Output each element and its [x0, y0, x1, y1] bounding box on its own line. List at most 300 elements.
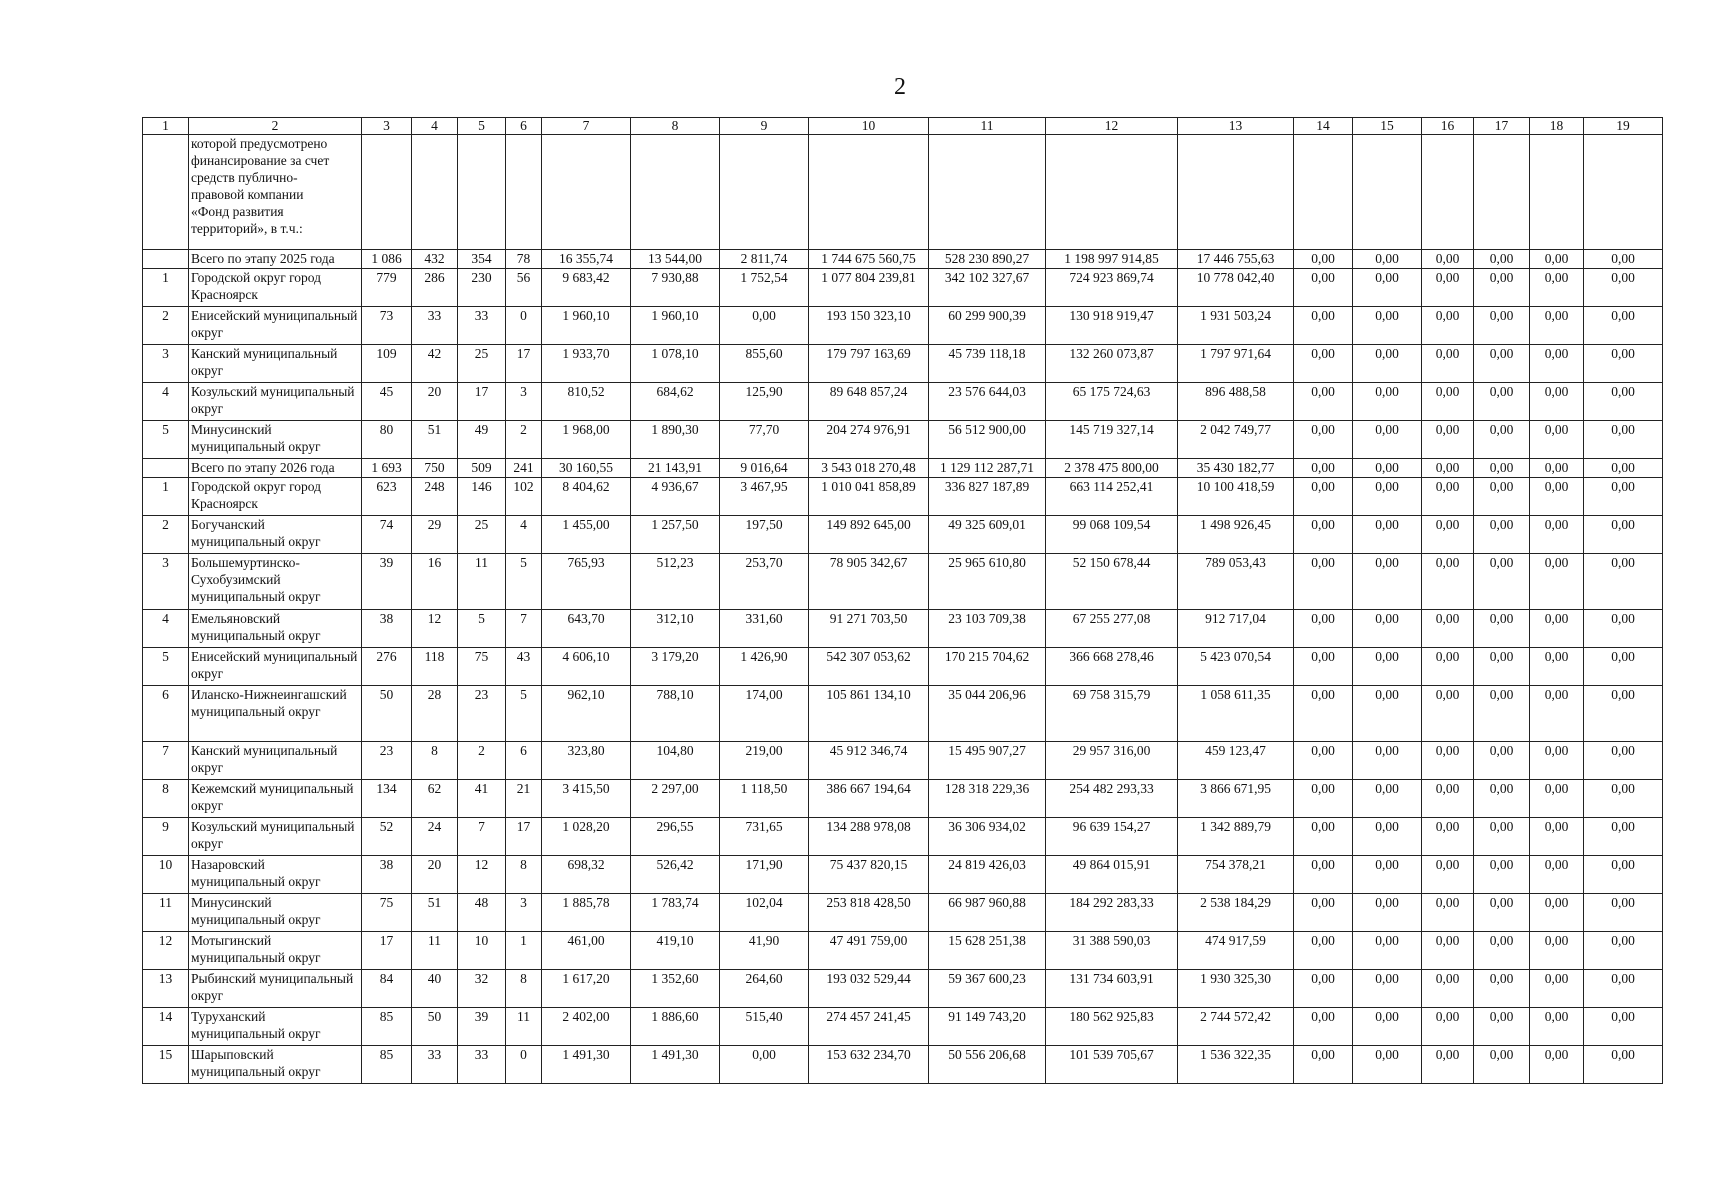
- table-cell: 134 288 978,08: [809, 818, 929, 856]
- table-cell: 5: [506, 554, 542, 610]
- table-cell: [412, 135, 458, 250]
- table-row: [143, 554, 1663, 610]
- table-cell: 1 129 112 287,71: [929, 459, 1046, 478]
- table-cell: 0,00: [1584, 610, 1663, 648]
- municipality-name: Назаровский муниципальный округ: [189, 856, 362, 894]
- table-cell: 1 455,00: [542, 516, 631, 554]
- table-cell: 2 744 572,42: [1178, 1008, 1294, 1046]
- table-cell: 684,62: [631, 383, 720, 421]
- table-cell: 0,00: [1422, 932, 1474, 970]
- table-cell: 0,00: [1584, 307, 1663, 345]
- column-header: 16: [1422, 118, 1474, 135]
- table-cell: 0,00: [1353, 648, 1422, 686]
- table-cell: 49 864 015,91: [1046, 856, 1178, 894]
- table-cell: 36 306 934,02: [929, 818, 1046, 856]
- table-cell: 17: [458, 383, 506, 421]
- table-cell: 0,00: [1294, 818, 1353, 856]
- table-cell: [1530, 135, 1584, 250]
- table-cell: 0,00: [1353, 780, 1422, 818]
- table-cell: 49: [458, 421, 506, 459]
- row-number: 10: [143, 856, 189, 894]
- row-number: 11: [143, 894, 189, 932]
- table-cell: 99 068 109,54: [1046, 516, 1178, 554]
- table-cell: 0,00: [1530, 648, 1584, 686]
- table-cell: 248: [412, 478, 458, 516]
- table-cell: 102: [506, 478, 542, 516]
- table-cell: 174,00: [720, 686, 809, 742]
- municipality-name: Городской округ город Красноярск: [189, 478, 362, 516]
- table-row: [143, 932, 1663, 970]
- table-cell: 1 491,30: [631, 1046, 720, 1084]
- table-cell: 35 430 182,77: [1178, 459, 1294, 478]
- table-cell: 8 404,62: [542, 478, 631, 516]
- table-cell: 0,00: [1422, 459, 1474, 478]
- table-cell: 13 544,00: [631, 250, 720, 269]
- table-cell: 30 160,55: [542, 459, 631, 478]
- data-table: [142, 117, 1663, 1084]
- table-cell: 0,00: [720, 307, 809, 345]
- table-cell: 219,00: [720, 742, 809, 780]
- table-cell: 24: [412, 818, 458, 856]
- row-number: 5: [143, 648, 189, 686]
- table-cell: 25: [458, 516, 506, 554]
- municipality-name: Козульский муниципальный округ: [189, 383, 362, 421]
- table-cell: 0,00: [1422, 345, 1474, 383]
- table-cell: 21: [506, 780, 542, 818]
- table-cell: 459 123,47: [1178, 742, 1294, 780]
- table-cell: 0,00: [1530, 856, 1584, 894]
- table-cell: 0,00: [1584, 648, 1663, 686]
- row-number: 2: [143, 307, 189, 345]
- table-cell: 0,00: [1474, 421, 1530, 459]
- table-cell: 153 632 234,70: [809, 1046, 929, 1084]
- table-cell: 0,00: [1584, 686, 1663, 742]
- table-cell: 432: [412, 250, 458, 269]
- table-cell: 0,00: [1353, 818, 1422, 856]
- table-cell: 52 150 678,44: [1046, 554, 1178, 610]
- table-cell: 0,00: [1422, 307, 1474, 345]
- table-cell: 0,00: [1294, 1046, 1353, 1084]
- table-cell: 0,00: [1422, 1046, 1474, 1084]
- table-cell: 0,00: [1422, 516, 1474, 554]
- municipality-name: Минусинский муниципальный округ: [189, 421, 362, 459]
- table-cell: 96 639 154,27: [1046, 818, 1178, 856]
- table-cell: 52: [362, 818, 412, 856]
- table-cell: 39: [458, 1008, 506, 1046]
- table-cell: 0,00: [1294, 648, 1353, 686]
- table-cell: 0,00: [1294, 742, 1353, 780]
- table-cell: [1294, 135, 1353, 250]
- table-cell: [809, 135, 929, 250]
- table-cell: 89 648 857,24: [809, 383, 929, 421]
- municipality-name: Канский муниципальный округ: [189, 345, 362, 383]
- table-cell: 24 819 426,03: [929, 856, 1046, 894]
- table-cell: 2: [458, 742, 506, 780]
- municipality-name: Енисейский муниципальный округ: [189, 307, 362, 345]
- table-cell: 29: [412, 516, 458, 554]
- table-cell: 509: [458, 459, 506, 478]
- table-cell: 1 783,74: [631, 894, 720, 932]
- table-row: [143, 856, 1663, 894]
- table-cell: 0,00: [1294, 307, 1353, 345]
- table-cell: 5: [458, 610, 506, 648]
- table-row: [143, 383, 1663, 421]
- table-cell: 23: [362, 742, 412, 780]
- table-cell: 0,00: [1474, 554, 1530, 610]
- table-cell: 20: [412, 856, 458, 894]
- table-cell: 331,60: [720, 610, 809, 648]
- table-cell: 643,70: [542, 610, 631, 648]
- table-cell: 10 778 042,40: [1178, 269, 1294, 307]
- table-cell: 75: [362, 894, 412, 932]
- table-cell: 0: [506, 307, 542, 345]
- table-cell: 75 437 820,15: [809, 856, 929, 894]
- municipality-name: Козульский муниципальный округ: [189, 818, 362, 856]
- table-cell: 0,00: [1474, 894, 1530, 932]
- table-cell: 23 576 644,03: [929, 383, 1046, 421]
- table-cell: 56 512 900,00: [929, 421, 1046, 459]
- table-cell: 38: [362, 610, 412, 648]
- table-cell: 3 543 018 270,48: [809, 459, 929, 478]
- table-row: [143, 1008, 1663, 1046]
- table-cell: 419,10: [631, 932, 720, 970]
- table-cell: 0,00: [1474, 818, 1530, 856]
- column-header: 1: [143, 118, 189, 135]
- table-cell: 0,00: [1294, 459, 1353, 478]
- table-cell: 623: [362, 478, 412, 516]
- table-cell: 184 292 283,33: [1046, 894, 1178, 932]
- table-cell: 12: [412, 610, 458, 648]
- table-cell: 0,00: [1422, 383, 1474, 421]
- municipality-name: Енисейский муниципальный округ: [189, 648, 362, 686]
- row-number: 14: [143, 1008, 189, 1046]
- table-cell: 0,00: [720, 1046, 809, 1084]
- table-cell: 1: [506, 932, 542, 970]
- table-cell: 65 175 724,63: [1046, 383, 1178, 421]
- table-cell: 0,00: [1294, 894, 1353, 932]
- table-cell: 0,00: [1294, 554, 1353, 610]
- table-cell: 104,80: [631, 742, 720, 780]
- row-number: [143, 459, 189, 478]
- table-row: [143, 686, 1663, 742]
- table-cell: 3 467,95: [720, 478, 809, 516]
- table-cell: [143, 135, 189, 250]
- table-cell: 461,00: [542, 932, 631, 970]
- table-cell: 78 905 342,67: [809, 554, 929, 610]
- total-label: Всего по этапу 2026 года: [189, 459, 362, 478]
- table-cell: 1 077 804 239,81: [809, 269, 929, 307]
- table-cell: 896 488,58: [1178, 383, 1294, 421]
- table-cell: 528 230 890,27: [929, 250, 1046, 269]
- table-cell: 56: [506, 269, 542, 307]
- table-cell: 0,00: [1294, 970, 1353, 1008]
- table-cell: 750: [412, 459, 458, 478]
- table-cell: 45 739 118,18: [929, 345, 1046, 383]
- table-cell: 0,00: [1294, 269, 1353, 307]
- table-row: [143, 610, 1663, 648]
- column-header: 10: [809, 118, 929, 135]
- table-cell: 765,93: [542, 554, 631, 610]
- table-cell: 1 491,30: [542, 1046, 631, 1084]
- table-cell: 0,00: [1353, 307, 1422, 345]
- table-cell: 1 352,60: [631, 970, 720, 1008]
- table-cell: 0,00: [1530, 780, 1584, 818]
- table-row: [143, 780, 1663, 818]
- municipality-name: Канский муниципальный округ: [189, 742, 362, 780]
- table-cell: 0,00: [1422, 894, 1474, 932]
- table-cell: 1 498 926,45: [1178, 516, 1294, 554]
- column-header: 9: [720, 118, 809, 135]
- table-cell: 276: [362, 648, 412, 686]
- table-cell: 2 297,00: [631, 780, 720, 818]
- table-cell: 912 717,04: [1178, 610, 1294, 648]
- table-cell: 1 086: [362, 250, 412, 269]
- table-cell: 7: [458, 818, 506, 856]
- table-cell: 542 307 053,62: [809, 648, 929, 686]
- table-cell: [1353, 135, 1422, 250]
- table-cell: 342 102 327,67: [929, 269, 1046, 307]
- table-cell: 354: [458, 250, 506, 269]
- table-cell: 9 683,42: [542, 269, 631, 307]
- table-cell: 0: [506, 1046, 542, 1084]
- municipality-name: Кежемский муниципальный округ: [189, 780, 362, 818]
- table-cell: 48: [458, 894, 506, 932]
- table-cell: 0,00: [1353, 686, 1422, 742]
- table-cell: 0,00: [1584, 516, 1663, 554]
- row-number: 7: [143, 742, 189, 780]
- table-cell: 779: [362, 269, 412, 307]
- column-header: 3: [362, 118, 412, 135]
- table-cell: 2: [506, 421, 542, 459]
- table-cell: 51: [412, 421, 458, 459]
- table-cell: 0,00: [1584, 970, 1663, 1008]
- table-cell: 0,00: [1474, 516, 1530, 554]
- table-cell: 59 367 600,23: [929, 970, 1046, 1008]
- table-cell: 50: [362, 686, 412, 742]
- table-cell: 0,00: [1474, 780, 1530, 818]
- table-cell: 45 912 346,74: [809, 742, 929, 780]
- table-cell: 0,00: [1422, 818, 1474, 856]
- table-cell: 0,00: [1584, 383, 1663, 421]
- table-cell: 1 118,50: [720, 780, 809, 818]
- column-header: 17: [1474, 118, 1530, 135]
- table-row: [143, 421, 1663, 459]
- table-cell: 85: [362, 1008, 412, 1046]
- table-cell: [362, 135, 412, 250]
- table-cell: 11: [412, 932, 458, 970]
- table-cell: 33: [412, 1046, 458, 1084]
- row-number: 1: [143, 269, 189, 307]
- row-number: 12: [143, 932, 189, 970]
- table-cell: 0,00: [1294, 383, 1353, 421]
- table-cell: 474 917,59: [1178, 932, 1294, 970]
- table-cell: 0,00: [1422, 648, 1474, 686]
- column-header: 7: [542, 118, 631, 135]
- table-cell: 91 271 703,50: [809, 610, 929, 648]
- table-cell: 0,00: [1422, 269, 1474, 307]
- table-cell: 1 931 503,24: [1178, 307, 1294, 345]
- table-cell: 47 491 759,00: [809, 932, 929, 970]
- table-cell: 0,00: [1294, 932, 1353, 970]
- table-cell: 204 274 976,91: [809, 421, 929, 459]
- table-cell: 0,00: [1422, 421, 1474, 459]
- table-cell: 0,00: [1474, 478, 1530, 516]
- table-cell: 10: [458, 932, 506, 970]
- table-cell: 0,00: [1422, 1008, 1474, 1046]
- table-cell: 132 260 073,87: [1046, 345, 1178, 383]
- table-row: [143, 970, 1663, 1008]
- row-number: 15: [143, 1046, 189, 1084]
- table-cell: 3: [506, 894, 542, 932]
- table-cell: 386 667 194,64: [809, 780, 929, 818]
- table-cell: 25: [458, 345, 506, 383]
- table-cell: 4 606,10: [542, 648, 631, 686]
- table-cell: 12: [458, 856, 506, 894]
- table-cell: 1 960,10: [542, 307, 631, 345]
- table-cell: 0,00: [1584, 250, 1663, 269]
- table-row: [143, 648, 1663, 686]
- table-cell: 0,00: [1530, 742, 1584, 780]
- table-cell: 17: [506, 818, 542, 856]
- table-cell: 788,10: [631, 686, 720, 742]
- table-cell: 0,00: [1530, 554, 1584, 610]
- table-cell: 8: [506, 970, 542, 1008]
- table-cell: 230: [458, 269, 506, 307]
- municipality-name: Иланско-Нижнеингашский муниципальный округ: [189, 686, 362, 742]
- table-cell: 51: [412, 894, 458, 932]
- table-cell: 2 402,00: [542, 1008, 631, 1046]
- table-cell: 102,04: [720, 894, 809, 932]
- table-cell: 0,00: [1294, 686, 1353, 742]
- table-cell: 253 818 428,50: [809, 894, 929, 932]
- column-header: 11: [929, 118, 1046, 135]
- table-cell: 0,00: [1353, 516, 1422, 554]
- table-cell: 84: [362, 970, 412, 1008]
- table-cell: 69 758 315,79: [1046, 686, 1178, 742]
- table-cell: 0,00: [1474, 932, 1530, 970]
- table-cell: 8: [412, 742, 458, 780]
- table-cell: 5: [506, 686, 542, 742]
- table-cell: 20: [412, 383, 458, 421]
- table-cell: 23: [458, 686, 506, 742]
- table-cell: 1 930 325,30: [1178, 970, 1294, 1008]
- column-header: 12: [1046, 118, 1178, 135]
- table-cell: 0,00: [1294, 478, 1353, 516]
- municipality-name: Мотыгинский муниципальный округ: [189, 932, 362, 970]
- table-cell: [720, 135, 809, 250]
- total-row: [143, 459, 1663, 478]
- table-cell: 1 933,70: [542, 345, 631, 383]
- table-row: [143, 818, 1663, 856]
- table-cell: 0,00: [1353, 250, 1422, 269]
- table-cell: 0,00: [1474, 459, 1530, 478]
- table-cell: 0,00: [1584, 780, 1663, 818]
- table-cell: 10 100 418,59: [1178, 478, 1294, 516]
- table-cell: 1 890,30: [631, 421, 720, 459]
- table-cell: 66 987 960,88: [929, 894, 1046, 932]
- row-number: 6: [143, 686, 189, 742]
- table-cell: 1 058 611,35: [1178, 686, 1294, 742]
- table-cell: 0,00: [1353, 970, 1422, 1008]
- table-cell: 0,00: [1530, 421, 1584, 459]
- table-cell: 0,00: [1353, 421, 1422, 459]
- table-cell: 0,00: [1474, 610, 1530, 648]
- table-cell: [1474, 135, 1530, 250]
- table-cell: 33: [412, 307, 458, 345]
- table-row: [143, 516, 1663, 554]
- table-cell: 0,00: [1474, 383, 1530, 421]
- table-cell: 7: [506, 610, 542, 648]
- table-cell: 0,00: [1584, 459, 1663, 478]
- table-cell: 134: [362, 780, 412, 818]
- table-cell: [929, 135, 1046, 250]
- table-cell: 810,52: [542, 383, 631, 421]
- row-number: 13: [143, 970, 189, 1008]
- table-cell: 62: [412, 780, 458, 818]
- column-header: 18: [1530, 118, 1584, 135]
- table-cell: 3 179,20: [631, 648, 720, 686]
- table-cell: 0,00: [1353, 1008, 1422, 1046]
- table-body: [143, 135, 1663, 1084]
- column-header: 14: [1294, 118, 1353, 135]
- table-cell: 28: [412, 686, 458, 742]
- table-cell: 241: [506, 459, 542, 478]
- row-number: 2: [143, 516, 189, 554]
- table-cell: 336 827 187,89: [929, 478, 1046, 516]
- table-cell: 42: [412, 345, 458, 383]
- table-cell: 130 918 919,47: [1046, 307, 1178, 345]
- table-cell: 731,65: [720, 818, 809, 856]
- table-cell: 0,00: [1530, 610, 1584, 648]
- table-cell: 7 930,88: [631, 269, 720, 307]
- table-cell: 1 010 041 858,89: [809, 478, 929, 516]
- table-cell: 274 457 241,45: [809, 1008, 929, 1046]
- table-cell: 0,00: [1422, 686, 1474, 742]
- table-cell: 0,00: [1530, 1046, 1584, 1084]
- table-cell: 91 149 743,20: [929, 1008, 1046, 1046]
- table-cell: 855,60: [720, 345, 809, 383]
- table-cell: 698,32: [542, 856, 631, 894]
- table-cell: 29 957 316,00: [1046, 742, 1178, 780]
- table-cell: 2 811,74: [720, 250, 809, 269]
- table-cell: 0,00: [1584, 742, 1663, 780]
- table-cell: 15 628 251,38: [929, 932, 1046, 970]
- table-cell: 0,00: [1530, 818, 1584, 856]
- table-row: [143, 478, 1663, 516]
- row-number: 1: [143, 478, 189, 516]
- row-number: 9: [143, 818, 189, 856]
- table-cell: 171,90: [720, 856, 809, 894]
- table-cell: 0,00: [1353, 742, 1422, 780]
- table-cell: 0,00: [1422, 250, 1474, 269]
- table-cell: 1 960,10: [631, 307, 720, 345]
- table-cell: 0,00: [1530, 345, 1584, 383]
- table-cell: 60 299 900,39: [929, 307, 1046, 345]
- table-cell: 0,00: [1530, 932, 1584, 970]
- column-header: 15: [1353, 118, 1422, 135]
- table-cell: 312,10: [631, 610, 720, 648]
- table-cell: [1584, 135, 1663, 250]
- table-cell: 254 482 293,33: [1046, 780, 1178, 818]
- row-number: 8: [143, 780, 189, 818]
- table-cell: 21 143,91: [631, 459, 720, 478]
- table-cell: 6: [506, 742, 542, 780]
- table-cell: 23 103 709,38: [929, 610, 1046, 648]
- table-cell: [542, 135, 631, 250]
- table-cell: 4: [506, 516, 542, 554]
- column-header: 13: [1178, 118, 1294, 135]
- table-cell: 1 426,90: [720, 648, 809, 686]
